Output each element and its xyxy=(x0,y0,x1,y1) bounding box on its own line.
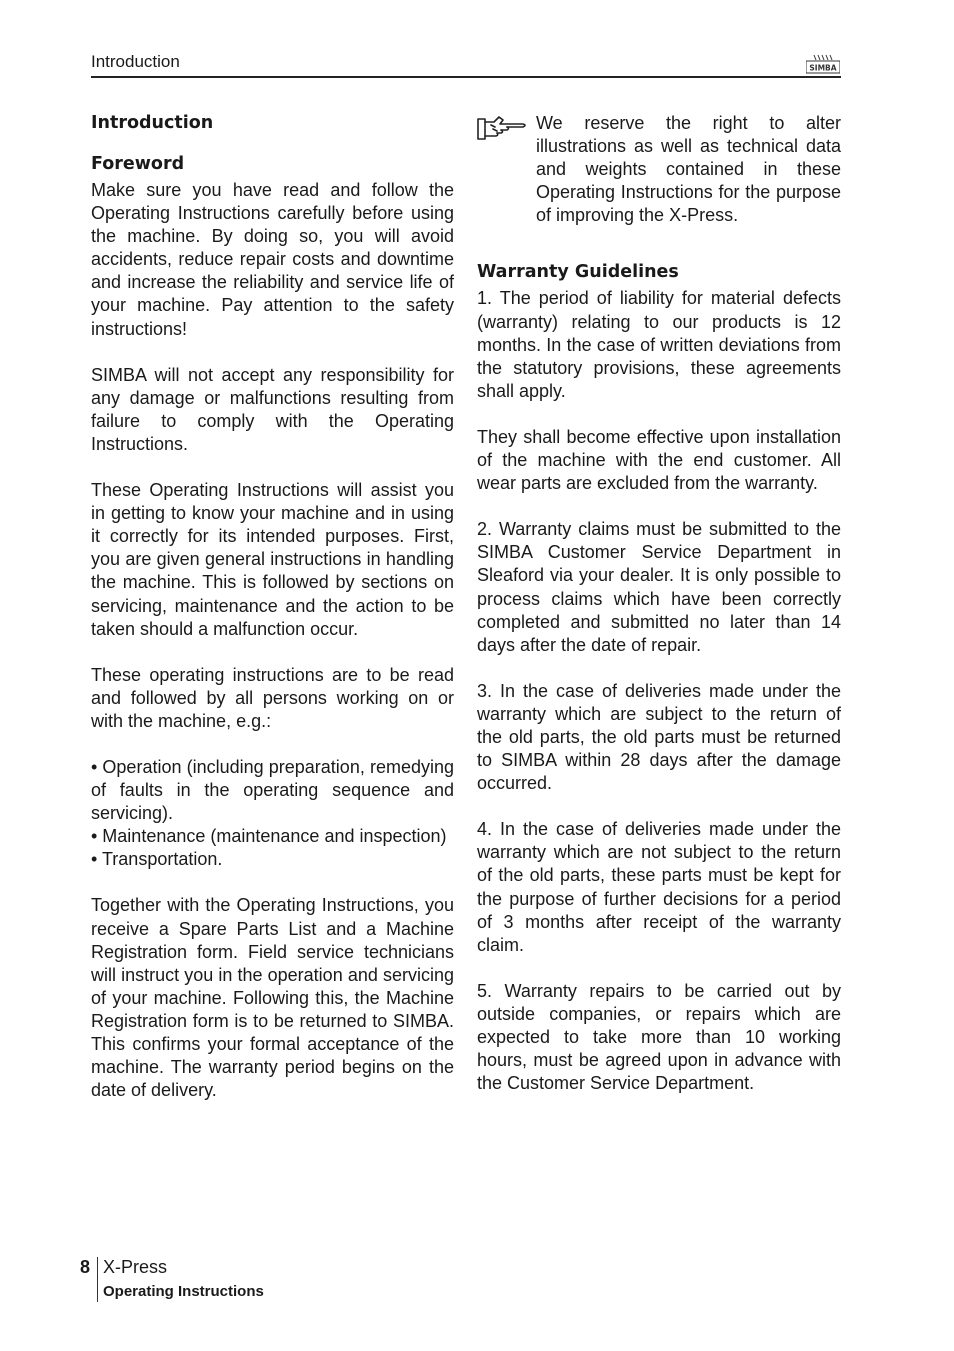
bullet-list xyxy=(91,756,454,871)
paragraph: 1. The period of liability for material defects (warranty) relating to our products is 12 months. In the case of written deviations from the statutory provisions, these agreements shall apply. xyxy=(477,288,841,401)
paragraph: SIMBA will not accept any responsibility for any damage or malfunctions resulting from failure to comply with the Operating Instructions. xyxy=(91,364,454,454)
simba-logo xyxy=(806,54,840,74)
foreword-heading: Foreword xyxy=(91,154,185,174)
paragraph: Together with the Operating Instructions, you receive a Spare Parts List and a Machine Registration form. Field service technicians will instruct you in the operation and servicing of your machine. Following this, the Machine Registration form is to be returned to SIMBA. This confirms your formal acceptance of the machine. The warranty period begins on the date of delivery. xyxy=(91,895,454,1101)
header-rule xyxy=(91,76,841,78)
list-item: • Transportation. xyxy=(91,849,223,870)
paragraph: 3. In the case of deliveries made under the warranty which are subject to the return of the old parts, the old parts must be returned to SIMBA within 28 days after the damage occurred. xyxy=(477,680,841,794)
pointing-hand-icon xyxy=(477,114,529,142)
paragraph: These operating instructions are to be read and followed by all persons working on or with the machine, e.g.: xyxy=(91,664,454,731)
paragraph: 4. In the case of deliveries made under the warranty which are not subject to the return of the old parts, these parts must be kept for the purpose of further decisions for a period of 3 months after receipt of the warranty claim. xyxy=(477,819,841,955)
warranty-heading: Warranty Guidelines xyxy=(477,262,679,283)
header-title: Introduction xyxy=(91,52,180,71)
paragraph: These Operating Instructions will assist you in getting to know your machine and in using it correctly for its intended purposes. First, you are given general instructions in handling the machine. This is followed by sections on servicing, maintenance and the action to be taken should a malfunction occur. xyxy=(91,480,454,639)
footer-divider xyxy=(97,1257,98,1302)
paragraph: 2. Warranty claims must be submitted to the SIMBA Customer Service Department in Sleaford via your dealer. It is only possible to process claims which have been correctly completed and submitted no later than 14 days after the date of repair. xyxy=(477,519,841,655)
left-column xyxy=(91,112,454,1102)
note-text: We reserve the right to alter illustrations as well as technical data and weights contained in these Operating Instructions for the purpose of improving the X-Press. xyxy=(536,113,841,226)
list-item: • Maintenance (maintenance and inspection) xyxy=(91,826,447,847)
paragraph: 5. Warranty repairs to be carried out by outside companies, or repairs which are expected to take more than 10 working hours, must be agreed upon in advance with the Customer Service Department. xyxy=(477,980,841,1094)
footer-product: X-Press xyxy=(103,1257,168,1277)
svg-text:SIMBA: SIMBA xyxy=(809,63,837,73)
list-item: • Operation (including preparation, remedying of faults in the operating sequence and servicing). xyxy=(91,756,454,824)
section-heading: Introduction xyxy=(91,113,214,133)
note-block xyxy=(477,112,841,227)
paragraph: They shall become effective upon installation of the machine with the end customer. All wear parts are excluded from the warranty. xyxy=(477,426,841,494)
right-column xyxy=(477,112,841,1095)
footer-subtitle: Operating Instructions xyxy=(103,1283,264,1300)
page-number: 8 xyxy=(80,1257,91,1277)
paragraph: Make sure you have read and follow the Operating Instructions carefully before using the machine. By doing so, you will avoid accidents, reduce repair costs and downtime and increase the reliability and service life of your machine. Pay attention to the safety instructions! xyxy=(91,180,454,339)
